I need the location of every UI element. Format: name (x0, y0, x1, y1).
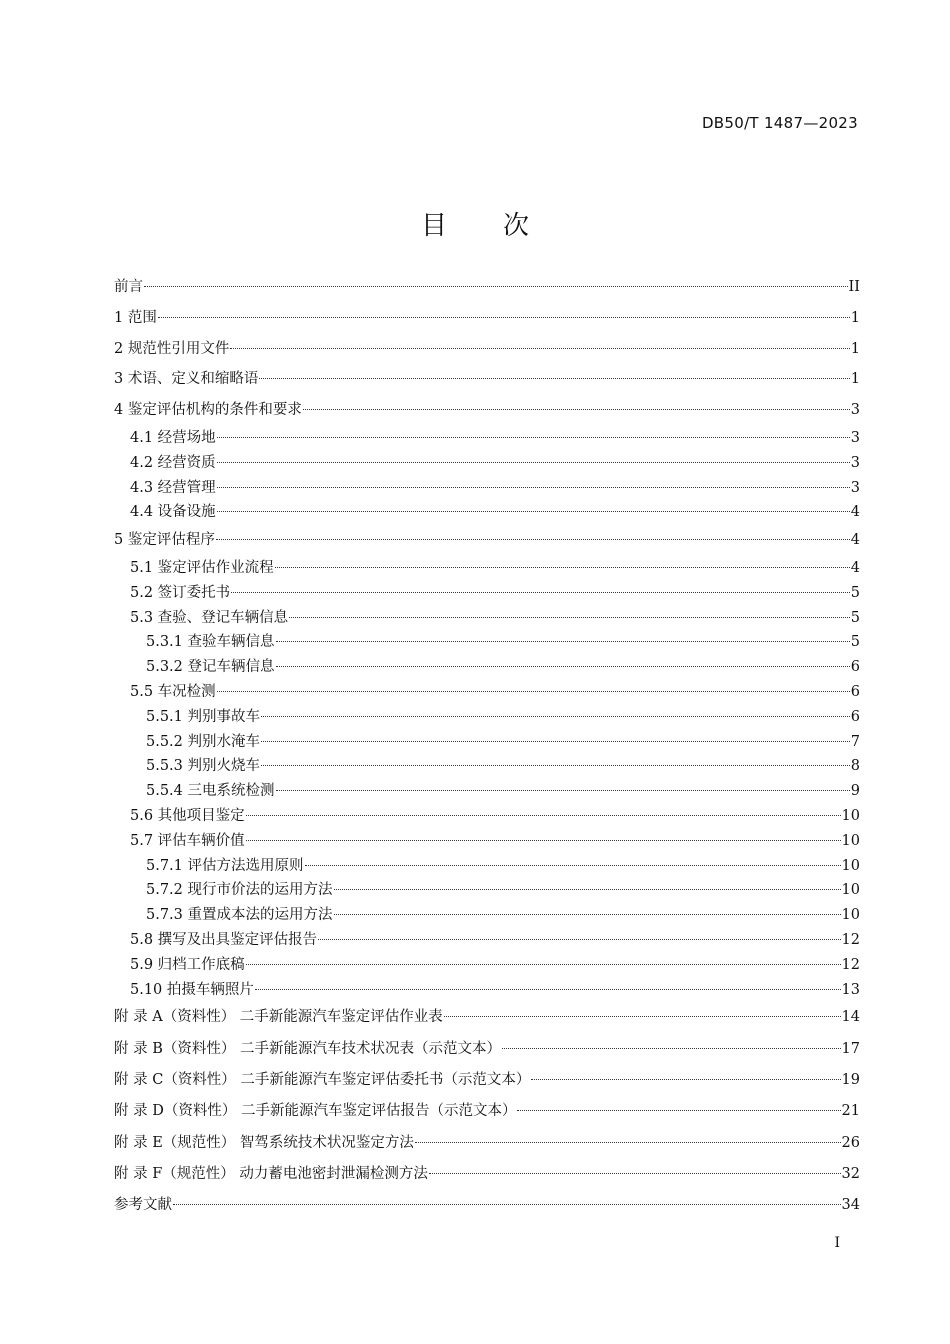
toc-entry[interactable] (114, 1159, 860, 1190)
page-number: I (834, 1235, 840, 1251)
toc-entry-label: 5 鉴定评估程序 (114, 532, 215, 549)
toc-entry[interactable] (114, 426, 860, 451)
toc-entry[interactable] (114, 730, 860, 755)
toc-entry[interactable] (114, 500, 860, 525)
toc-entry-label: 5.10 拍摄车辆照片 (130, 981, 254, 998)
toc-dot-leader (289, 617, 850, 618)
toc-entry-page: 4 (850, 532, 860, 549)
toc-title-left: 目 (420, 211, 447, 241)
toc-entry-label: 5.6 其他项目鉴定 (130, 807, 245, 824)
toc-entry-page: 17 (841, 1040, 860, 1057)
toc-entry-page: 10 (841, 832, 860, 849)
toc-entry[interactable] (114, 451, 860, 476)
toc-entry-page: 6 (850, 659, 860, 676)
toc-entry[interactable] (114, 1128, 860, 1159)
toc-entry-label: 附 录 B（资料性） 二手新能源汽车技术状况表（示范文本） (114, 1040, 501, 1057)
toc-entry-page: 19 (841, 1071, 860, 1088)
toc-entry[interactable] (114, 1034, 860, 1065)
toc-dot-leader (217, 691, 850, 692)
toc-entry[interactable] (114, 1190, 860, 1221)
toc-entry-page: 10 (841, 807, 860, 824)
toc-entry-page: 1 (850, 340, 860, 357)
toc-entry-label: 3 术语、定义和缩略语 (114, 371, 259, 388)
toc-entry-page: II (848, 279, 860, 295)
toc-dot-leader (231, 592, 850, 593)
toc-entry[interactable] (114, 754, 860, 779)
toc-entry-label: 附 录 E（规范性） 智驾系统技术状况鉴定方法 (114, 1134, 414, 1151)
toc-entry-page: 5 (850, 634, 860, 651)
toc-entry[interactable] (114, 903, 860, 928)
toc-dot-leader (230, 348, 849, 349)
toc-dot-leader (303, 409, 850, 410)
toc-entry-page: 13 (841, 981, 860, 998)
toc-dot-leader (429, 1173, 841, 1174)
toc-dot-leader (261, 716, 850, 717)
toc-entry[interactable] (114, 556, 860, 581)
toc-entry-label: 4.4 设备设施 (130, 504, 216, 521)
toc-entry[interactable] (114, 525, 860, 556)
toc-entry-page: 5 (850, 609, 860, 626)
toc-entry-label: 5.7.3 重置成本法的运用方法 (146, 907, 333, 924)
toc-dot-leader (217, 462, 850, 463)
toc-entry-label: 5.1 鉴定评估作业流程 (130, 559, 274, 576)
toc-entry[interactable] (114, 953, 860, 978)
toc-dot-leader (261, 741, 850, 742)
toc-entry-page: 3 (850, 479, 860, 496)
toc-entry-label: 4.1 经营场地 (130, 429, 216, 446)
toc-dot-leader (318, 939, 840, 940)
toc-entry-label: 5.7.1 评估方法选用原则 (146, 857, 304, 874)
toc-entry[interactable] (114, 829, 860, 854)
toc-entry-page: 8 (850, 758, 860, 775)
toc-entry-label: 5.7 评估车辆价值 (130, 832, 245, 849)
toc-dot-leader (216, 539, 850, 540)
toc-entry[interactable] (114, 476, 860, 501)
toc-entry-page: 5 (850, 584, 860, 601)
toc-entry-page: 12 (841, 931, 860, 948)
toc-entry-label: 5.3.1 查验车辆信息 (146, 634, 275, 651)
toc-entry[interactable] (114, 606, 860, 631)
toc-dot-leader (261, 765, 850, 766)
toc-dot-leader (246, 815, 841, 816)
toc-entry[interactable] (114, 854, 860, 879)
toc-entry-label: 5.2 签订委托书 (130, 584, 231, 601)
toc-entry[interactable] (114, 655, 860, 680)
toc-dot-leader (255, 989, 841, 990)
toc-entry-label: 5.7.2 现行市价法的运用方法 (146, 882, 333, 899)
toc-dot-leader (259, 378, 849, 379)
toc-entry-page: 1 (850, 309, 860, 326)
toc-entry-label: 5.5 车况检测 (130, 683, 216, 700)
toc-dot-leader (275, 567, 850, 568)
toc-entry-label: 5.5.1 判别事故车 (146, 708, 261, 725)
toc-entry[interactable] (114, 804, 860, 829)
toc-dot-leader (444, 1016, 841, 1017)
toc-entry[interactable] (114, 630, 860, 655)
toc-entry-label: 5.8 撰写及出具鉴定评估报告 (130, 931, 318, 948)
toc-entry-page: 14 (841, 1009, 860, 1026)
toc-entry-page: 6 (850, 708, 860, 725)
toc-entry[interactable] (114, 1065, 860, 1096)
toc-dot-leader (217, 511, 850, 512)
toc-entry-page: 4 (850, 559, 860, 576)
toc-dot-leader (246, 840, 841, 841)
toc-entry-label: 前言 (114, 279, 143, 295)
toc-entry[interactable] (114, 680, 860, 705)
toc-title-right: 次 (503, 211, 530, 241)
toc-entry-label: 附 录 A（资料性） 二手新能源汽车鉴定评估作业表 (114, 1009, 443, 1026)
toc-dot-leader (158, 317, 850, 318)
toc-dot-leader (217, 487, 850, 488)
toc-entry-page: 1 (850, 371, 860, 388)
toc-entry-page: 4 (850, 504, 860, 521)
toc-entry[interactable] (114, 334, 860, 365)
toc-dot-leader (173, 1204, 841, 1205)
toc-dot-leader (531, 1079, 840, 1080)
toc-dot-leader (144, 286, 848, 287)
toc-entry-page: 34 (841, 1197, 860, 1214)
toc-dot-leader (305, 865, 841, 866)
toc-dot-leader (334, 914, 841, 915)
toc-entry-page: 6 (850, 683, 860, 700)
toc-entry[interactable] (114, 779, 860, 804)
toc-entry[interactable] (114, 303, 860, 334)
toc-entry-label: 5.5.3 判别火烧车 (146, 758, 261, 775)
toc-entry-label: 附 录 F（规范性） 动力蓄电池密封泄漏检测方法 (114, 1165, 428, 1182)
toc-entry-page: 26 (841, 1134, 860, 1151)
toc-entry-label: 2 规范性引用文件 (114, 340, 230, 357)
toc-dot-leader (502, 1048, 841, 1049)
toc-entry[interactable] (114, 1096, 860, 1127)
toc-entry[interactable] (114, 395, 860, 426)
toc-dot-leader (217, 437, 850, 438)
toc-entry-label: 5.5.4 三电系统检测 (146, 783, 275, 800)
toc-entry-page: 21 (841, 1103, 860, 1120)
toc-entry-label: 附 录 D（资料性） 二手新能源汽车鉴定评估报告（示范文本） (114, 1103, 517, 1120)
toc-entry-label: 5.5.2 判别水淹车 (146, 733, 261, 750)
toc-entry-label: 1 范围 (114, 309, 157, 326)
toc-entry-page: 12 (841, 956, 860, 973)
toc-entry-page: 10 (841, 882, 860, 899)
toc-entry-page: 7 (850, 733, 860, 750)
toc-entry-page: 3 (850, 402, 860, 419)
toc-entry[interactable] (114, 978, 860, 1003)
toc-dot-leader (276, 666, 850, 667)
toc-entry[interactable] (114, 581, 860, 606)
toc-entry-page: 10 (841, 907, 860, 924)
toc-entry-page: 3 (850, 429, 860, 446)
toc-dot-leader (276, 641, 850, 642)
toc-entry[interactable] (114, 272, 860, 303)
toc-entry-label: 附 录 C（资料性） 二手新能源汽车鉴定评估委托书（示范文本） (114, 1071, 531, 1088)
toc-entry[interactable] (114, 1002, 860, 1033)
toc-entry-page: 9 (850, 783, 860, 800)
toc-entry-page: 3 (850, 454, 860, 471)
toc-entry-label: 4.2 经营资质 (130, 454, 216, 471)
toc-entry-label: 参考文献 (114, 1197, 172, 1214)
toc-entry-label: 4.3 经营管理 (130, 479, 216, 496)
table-of-contents (114, 272, 860, 1221)
toc-title (0, 205, 950, 242)
toc-entry[interactable] (114, 364, 860, 395)
toc-entry-label: 5.3.2 登记车辆信息 (146, 659, 275, 676)
toc-entry-label: 4 鉴定评估机构的条件和要求 (114, 402, 302, 419)
toc-dot-leader (334, 889, 841, 890)
toc-entry-page: 10 (841, 857, 860, 874)
toc-entry[interactable] (114, 705, 860, 730)
toc-entry[interactable] (114, 928, 860, 953)
toc-entry[interactable] (114, 878, 860, 903)
toc-entry-page: 32 (841, 1165, 860, 1182)
toc-dot-leader (276, 790, 850, 791)
toc-entry-label: 5.9 归档工作底稿 (130, 956, 245, 973)
toc-entry-label: 5.3 查验、登记车辆信息 (130, 609, 289, 626)
toc-dot-leader (517, 1110, 840, 1111)
toc-dot-leader (246, 964, 841, 965)
standard-code: DB50/T 1487—2023 (701, 114, 858, 132)
toc-dot-leader (415, 1142, 841, 1143)
